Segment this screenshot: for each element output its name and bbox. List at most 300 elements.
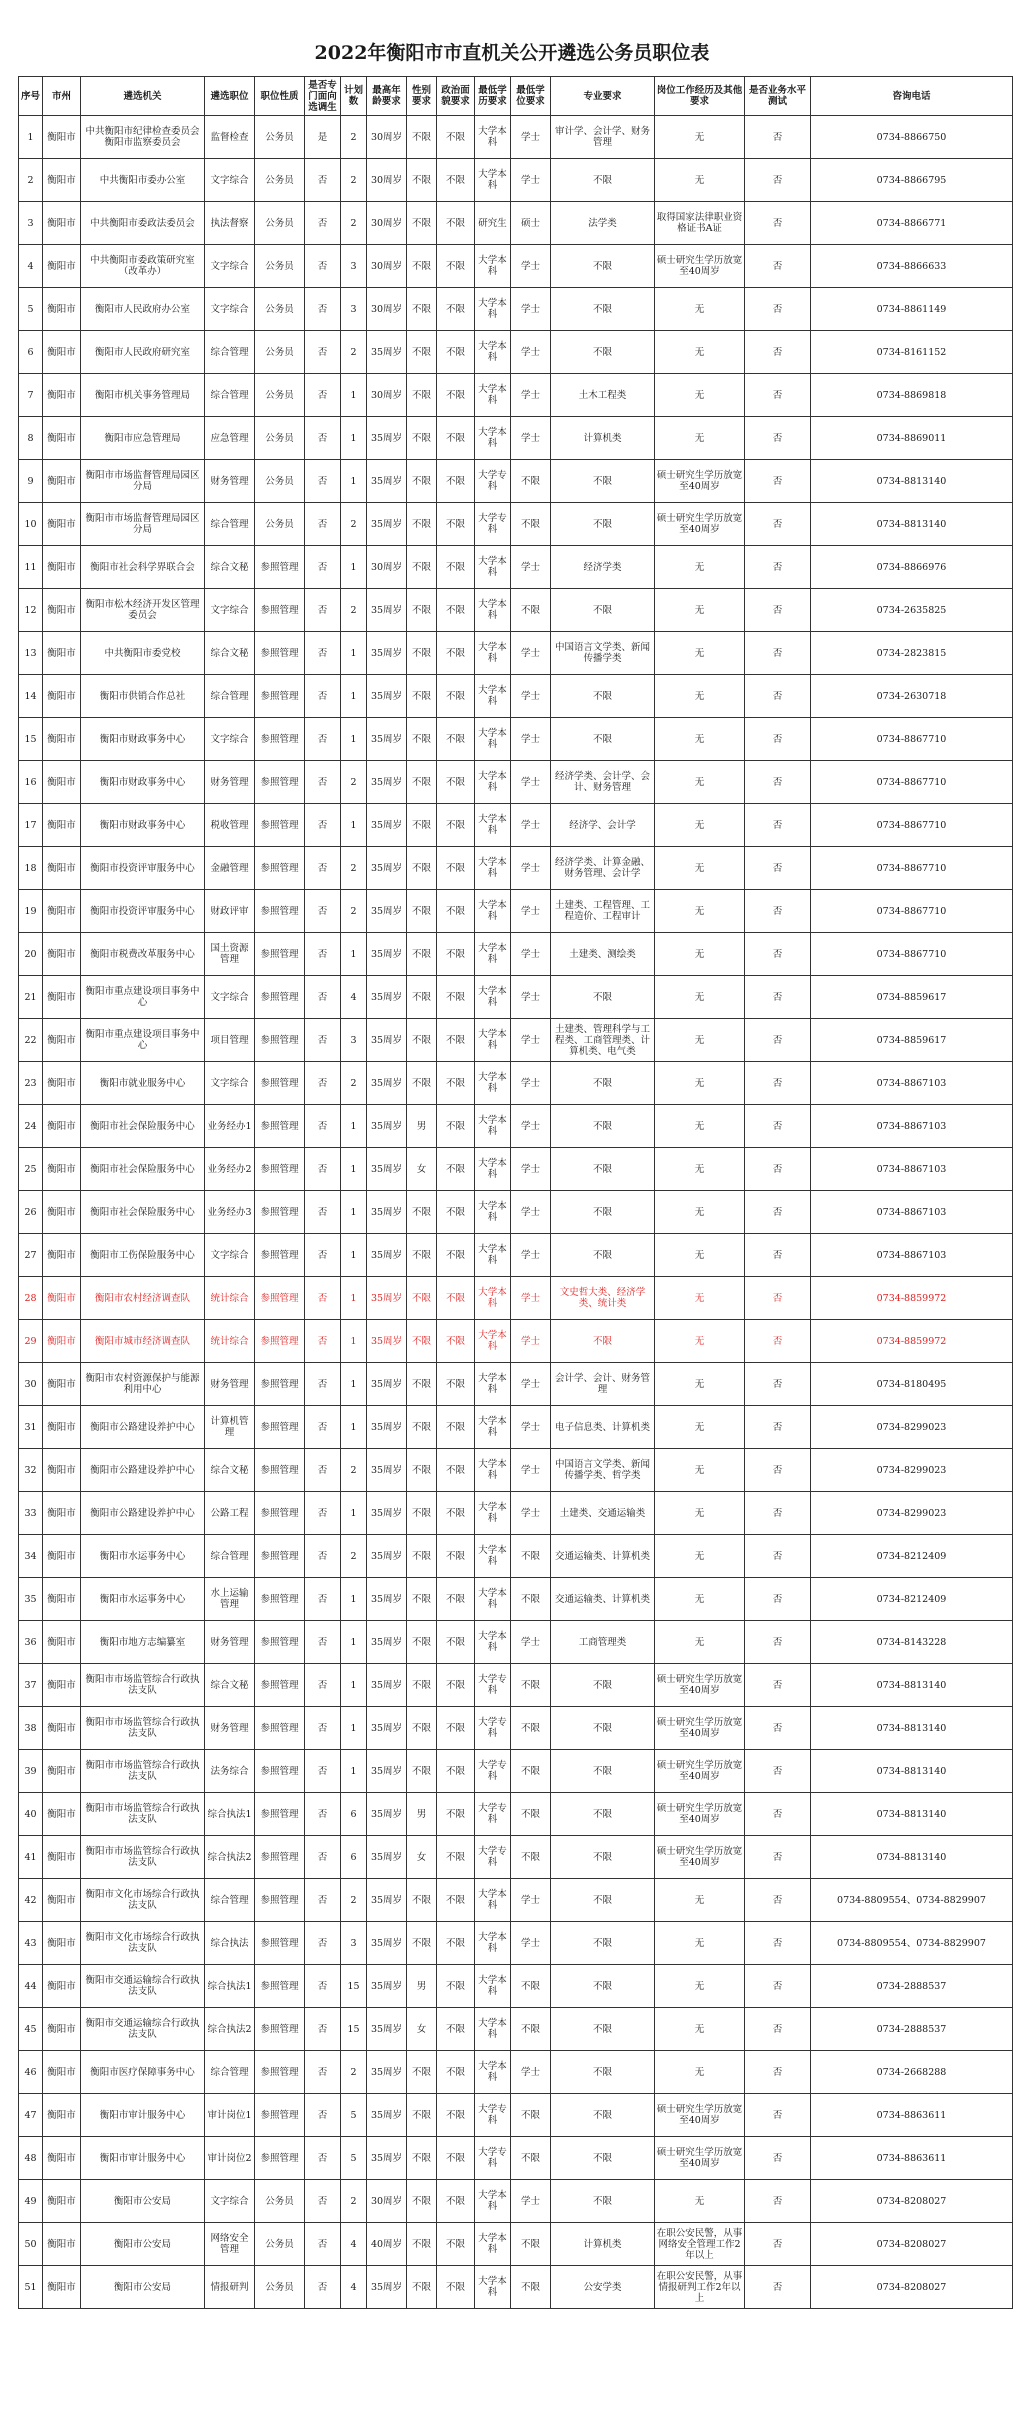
column-header: 最高年龄要求 (367, 77, 407, 116)
table-cell: 无 (655, 1879, 745, 1922)
table-cell: 学士 (511, 804, 551, 847)
table-cell: 无 (655, 976, 745, 1019)
table-cell: 大学专科 (475, 2094, 511, 2137)
table-cell: 衡阳市文化市场综合行政执法支队 (81, 1922, 205, 1965)
table-cell: 大学本科 (475, 890, 511, 933)
table-cell: 不限 (437, 761, 475, 804)
table-cell: 42 (19, 1879, 43, 1922)
table-cell: 综合文秘 (205, 632, 255, 675)
table-cell: 无 (655, 632, 745, 675)
table-cell: 不限 (437, 159, 475, 202)
table-cell: 不限 (551, 1148, 655, 1191)
table-cell: 衡阳市重点建设项目事务中心 (81, 976, 205, 1019)
table-cell: 不限 (551, 503, 655, 546)
table-cell: 无 (655, 1621, 745, 1664)
table-cell: 2 (341, 1879, 367, 1922)
table-cell: 综合执法1 (205, 1965, 255, 2008)
table-row (19, 460, 1013, 503)
table-cell: 30周岁 (367, 2180, 407, 2223)
table-cell: 无 (655, 1105, 745, 1148)
table-cell: 否 (745, 460, 811, 503)
table-cell: 6 (341, 1793, 367, 1836)
table-cell: 35周岁 (367, 847, 407, 890)
table-cell: 1 (341, 632, 367, 675)
page-title: 2022年衡阳市市直机关公开遴选公务员职位表 (314, 42, 710, 64)
table-cell: 硕士研究生学历放宽至40周岁 (655, 1664, 745, 1707)
table-cell: 公务员 (255, 245, 305, 288)
table-cell: 综合管理 (205, 374, 255, 417)
table-cell: 否 (305, 503, 341, 546)
table-cell: 衡阳市 (43, 1750, 81, 1793)
table-cell: 35周岁 (367, 2008, 407, 2051)
table-cell: 30周岁 (367, 159, 407, 202)
table-cell: 35周岁 (367, 1535, 407, 1578)
table-cell: 0734-2630718 (811, 675, 1013, 718)
table-cell: 4 (341, 2223, 367, 2266)
table-cell: 15 (341, 2008, 367, 2051)
table-cell: 男 (407, 1793, 437, 1836)
table-cell: 中共衡阳市委办公室 (81, 159, 205, 202)
table-cell: 35周岁 (367, 890, 407, 933)
table-row (19, 2223, 1013, 2266)
table-cell: 35周岁 (367, 1019, 407, 1062)
table-cell: 衡阳市 (43, 1320, 81, 1363)
table-cell: 学士 (511, 116, 551, 159)
table-cell: 40周岁 (367, 2223, 407, 2266)
table-cell: 综合执法2 (205, 2008, 255, 2051)
table-row (19, 417, 1013, 460)
table-cell: 1 (341, 1750, 367, 1793)
table-cell: 大学本科 (475, 288, 511, 331)
table-cell: 不限 (407, 1750, 437, 1793)
table-cell: 否 (305, 1664, 341, 1707)
table-row (19, 159, 1013, 202)
table-row (19, 1363, 1013, 1406)
table-cell: 0734-8867103 (811, 1148, 1013, 1191)
table-cell: 衡阳市社会保险服务中心 (81, 1191, 205, 1234)
table-cell: 否 (745, 1879, 811, 1922)
table-cell: 不限 (407, 1879, 437, 1922)
table-cell: 27 (19, 1234, 43, 1277)
table-cell: 工商管理类 (551, 1621, 655, 1664)
table-cell: 大学本科 (475, 2180, 511, 2223)
table-cell: 参照管理 (255, 1062, 305, 1105)
table-cell: 0734-8161152 (811, 331, 1013, 374)
table-cell: 1 (341, 1664, 367, 1707)
table-cell: 衡阳市 (43, 589, 81, 632)
table-cell: 交通运输类、计算机类 (551, 1535, 655, 1578)
table-cell: 参照管理 (255, 1449, 305, 1492)
table-cell: 学士 (511, 632, 551, 675)
table-cell: 不限 (551, 2180, 655, 2223)
table-cell: 3 (341, 288, 367, 331)
table-cell: 不限 (407, 2266, 437, 2309)
table-cell: 审计岗位2 (205, 2137, 255, 2180)
table-row (19, 1191, 1013, 1234)
table-cell: 衡阳市 (43, 2051, 81, 2094)
table-cell: 衡阳市 (43, 546, 81, 589)
column-header: 岗位工作经历及其他要求 (655, 77, 745, 116)
table-cell: 0734-8299023 (811, 1492, 1013, 1535)
column-header: 市州 (43, 77, 81, 116)
table-cell: 35周岁 (367, 1105, 407, 1148)
table-cell: 学士 (511, 718, 551, 761)
table-cell: 学士 (511, 1879, 551, 1922)
table-cell: 0734-8867710 (811, 890, 1013, 933)
table-cell: 学士 (511, 159, 551, 202)
table-cell: 35周岁 (367, 718, 407, 761)
table-cell: 0734-8813140 (811, 460, 1013, 503)
table-cell: 1 (341, 1707, 367, 1750)
table-cell: 参照管理 (255, 589, 305, 632)
table-cell: 衡阳市 (43, 1406, 81, 1449)
table-cell: 文史哲大类、经济学类、统计类 (551, 1277, 655, 1320)
table-cell: 不限 (437, 933, 475, 976)
table-cell: 35周岁 (367, 589, 407, 632)
table-cell: 否 (305, 976, 341, 1019)
table-cell: 无 (655, 331, 745, 374)
table-cell: 衡阳市 (43, 2137, 81, 2180)
table-cell: 无 (655, 1449, 745, 1492)
table-cell: 不限 (407, 1449, 437, 1492)
table-cell: 0734-8208027 (811, 2180, 1013, 2223)
table-cell: 否 (745, 1578, 811, 1621)
table-cell: 否 (305, 1320, 341, 1363)
table-cell: 不限 (511, 460, 551, 503)
table-cell: 否 (305, 1965, 341, 2008)
table-cell: 无 (655, 890, 745, 933)
table-cell: 参照管理 (255, 1707, 305, 1750)
table-cell: 不限 (407, 1664, 437, 1707)
table-cell: 无 (655, 2180, 745, 2223)
table-cell: 1 (341, 1320, 367, 1363)
table-cell: 35周岁 (367, 1707, 407, 1750)
table-cell: 否 (745, 2180, 811, 2223)
table-cell: 0734-8866750 (811, 116, 1013, 159)
table-cell: 不限 (437, 503, 475, 546)
table-cell: 35周岁 (367, 1191, 407, 1234)
table-cell: 0734-8861149 (811, 288, 1013, 331)
table-cell: 不限 (407, 1621, 437, 1664)
table-cell: 否 (305, 288, 341, 331)
table-cell: 不限 (437, 1449, 475, 1492)
table-cell: 不限 (511, 1750, 551, 1793)
table-cell: 衡阳市社会科学界联合会 (81, 546, 205, 589)
table-cell: 无 (655, 1019, 745, 1062)
positions-table (18, 76, 1013, 2309)
table-cell: 1 (341, 1191, 367, 1234)
table-cell: 参照管理 (255, 1793, 305, 1836)
table-cell: 37 (19, 1664, 43, 1707)
table-cell: 4 (341, 2266, 367, 2309)
table-cell: 35周岁 (367, 1879, 407, 1922)
table-cell: 衡阳市市场监督管理局园区分局 (81, 460, 205, 503)
table-cell: 学士 (511, 675, 551, 718)
table-cell: 否 (305, 1492, 341, 1535)
table-cell: 否 (745, 1320, 811, 1363)
table-row (19, 1750, 1013, 1793)
table-cell: 不限 (407, 202, 437, 245)
table-cell: 衡阳市 (43, 1062, 81, 1105)
table-cell: 参照管理 (255, 847, 305, 890)
table-cell: 0734-2668288 (811, 2051, 1013, 2094)
table-row (19, 1965, 1013, 2008)
table-cell: 参照管理 (255, 1750, 305, 1793)
table-cell: 公安学类 (551, 2266, 655, 2309)
table-cell: 35周岁 (367, 331, 407, 374)
table-cell: 大学专科 (475, 1750, 511, 1793)
table-cell: 否 (305, 2051, 341, 2094)
table-cell: 不限 (437, 2137, 475, 2180)
table-cell: 不限 (437, 632, 475, 675)
table-row (19, 1234, 1013, 1277)
table-cell: 衡阳市 (43, 1148, 81, 1191)
table-row (19, 1406, 1013, 1449)
table-cell: 不限 (511, 2094, 551, 2137)
table-cell: 3 (341, 245, 367, 288)
table-cell: 不限 (437, 1019, 475, 1062)
table-cell: 1 (341, 1105, 367, 1148)
table-cell: 不限 (551, 589, 655, 632)
table-cell: 0734-8859972 (811, 1277, 1013, 1320)
table-cell: 否 (745, 1621, 811, 1664)
table-cell: 无 (655, 417, 745, 460)
table-cell: 不限 (407, 1320, 437, 1363)
table-row (19, 2094, 1013, 2137)
table-cell: 不限 (407, 1234, 437, 1277)
table-cell: 综合管理 (205, 1535, 255, 1578)
table-cell: 否 (305, 761, 341, 804)
table-cell: 21 (19, 976, 43, 1019)
table-cell: 否 (745, 159, 811, 202)
table-cell: 不限 (511, 1664, 551, 1707)
table-cell: 参照管理 (255, 1492, 305, 1535)
table-cell: 不限 (437, 1621, 475, 1664)
table-cell: 无 (655, 1922, 745, 1965)
table-cell: 否 (305, 1105, 341, 1148)
table-row (19, 1277, 1013, 1320)
table-cell: 衡阳市 (43, 1449, 81, 1492)
table-row (19, 1922, 1013, 1965)
table-cell: 国土资源管理 (205, 933, 255, 976)
table-cell: 29 (19, 1320, 43, 1363)
table-cell: 衡阳市 (43, 2094, 81, 2137)
table-cell: 土建类、交通运输类 (551, 1492, 655, 1535)
table-cell: 税收管理 (205, 804, 255, 847)
table-cell: 学士 (511, 1492, 551, 1535)
table-cell: 否 (305, 1879, 341, 1922)
table-cell: 34 (19, 1535, 43, 1578)
table-cell: 综合执法2 (205, 1836, 255, 1879)
table-cell: 35周岁 (367, 1363, 407, 1406)
table-cell: 大学本科 (475, 804, 511, 847)
table-cell: 1 (341, 417, 367, 460)
table-cell: 硕士研究生学历放宽至40周岁 (655, 245, 745, 288)
table-cell: 11 (19, 546, 43, 589)
table-row (19, 933, 1013, 976)
table-cell: 综合管理 (205, 2051, 255, 2094)
table-cell: 不限 (437, 675, 475, 718)
table-cell: 否 (305, 546, 341, 589)
table-cell: 学士 (511, 976, 551, 1019)
table-cell: 衡阳市工伤保险服务中心 (81, 1234, 205, 1277)
table-cell: 无 (655, 718, 745, 761)
table-cell: 30周岁 (367, 288, 407, 331)
table-cell: 0734-8867710 (811, 718, 1013, 761)
table-cell: 衡阳市 (43, 1105, 81, 1148)
table-cell: 学士 (511, 1621, 551, 1664)
table-cell: 32 (19, 1449, 43, 1492)
table-cell: 0734-8212409 (811, 1535, 1013, 1578)
table-cell: 1 (341, 1363, 367, 1406)
table-cell: 否 (305, 1707, 341, 1750)
table-cell: 不限 (511, 1578, 551, 1621)
table-cell: 参照管理 (255, 1320, 305, 1363)
table-cell: 无 (655, 288, 745, 331)
table-cell: 公务员 (255, 460, 305, 503)
table-cell: 35周岁 (367, 503, 407, 546)
table-cell: 审计岗位1 (205, 2094, 255, 2137)
table-cell: 参照管理 (255, 632, 305, 675)
table-cell: 衡阳市 (43, 460, 81, 503)
table-cell: 0734-8299023 (811, 1449, 1013, 1492)
column-header: 最低学位要求 (511, 77, 551, 116)
table-cell: 否 (305, 417, 341, 460)
table-cell: 大学本科 (475, 933, 511, 976)
table-cell: 计算机管理 (205, 1406, 255, 1449)
table-cell: 0734-8863611 (811, 2094, 1013, 2137)
table-cell: 财政评审 (205, 890, 255, 933)
table-cell: 15 (19, 718, 43, 761)
table-cell: 否 (745, 1965, 811, 2008)
table-cell: 在职公安民警，从事情报研判工作2年以上 (655, 2266, 745, 2309)
table-cell: 衡阳市 (43, 718, 81, 761)
table-cell: 衡阳市 (43, 116, 81, 159)
table-cell: 大学本科 (475, 1449, 511, 1492)
table-cell: 不限 (437, 1922, 475, 1965)
table-row (19, 1621, 1013, 1664)
table-cell: 否 (305, 1922, 341, 1965)
table-cell: 衡阳市供销合作总社 (81, 675, 205, 718)
table-cell: 不限 (551, 718, 655, 761)
table-cell: 不限 (407, 159, 437, 202)
table-cell: 不限 (551, 245, 655, 288)
table-row (19, 1578, 1013, 1621)
table-row (19, 1535, 1013, 1578)
table-cell: 不限 (437, 718, 475, 761)
table-cell: 经济学类、计算金融、财务管理、会计学 (551, 847, 655, 890)
table-cell: 不限 (407, 1578, 437, 1621)
table-cell: 不限 (437, 1105, 475, 1148)
table-cell: 0734-8867710 (811, 804, 1013, 847)
table-cell: 2 (341, 331, 367, 374)
table-cell: 否 (745, 245, 811, 288)
table-cell: 否 (745, 202, 811, 245)
table-cell: 中国语言文学类、新闻传播学类、哲学类 (551, 1449, 655, 1492)
table-cell: 不限 (407, 976, 437, 1019)
table-cell: 公务员 (255, 417, 305, 460)
table-cell: 财务管理 (205, 1363, 255, 1406)
table-cell: 否 (305, 1406, 341, 1449)
table-cell: 30周岁 (367, 374, 407, 417)
table-cell: 衡阳市市场监管综合行政执法支队 (81, 1836, 205, 1879)
table-cell: 2 (341, 159, 367, 202)
table-cell: 不限 (437, 460, 475, 503)
table-cell: 否 (305, 933, 341, 976)
table-cell: 男 (407, 1105, 437, 1148)
table-cell: 参照管理 (255, 1922, 305, 1965)
table-cell: 不限 (437, 1535, 475, 1578)
table-cell: 学士 (511, 245, 551, 288)
table-cell: 否 (305, 159, 341, 202)
table-row (19, 2180, 1013, 2223)
table-cell: 大学本科 (475, 331, 511, 374)
table-cell: 业务经办2 (205, 1148, 255, 1191)
table-cell: 衡阳市 (43, 331, 81, 374)
table-cell: 不限 (551, 2051, 655, 2094)
table-cell: 0734-8813140 (811, 1750, 1013, 1793)
table-cell: 参照管理 (255, 890, 305, 933)
table-cell: 3 (341, 1922, 367, 1965)
table-cell: 大学本科 (475, 245, 511, 288)
table-cell: 不限 (511, 503, 551, 546)
table-cell: 衡阳市 (43, 1922, 81, 1965)
table-cell: 35周岁 (367, 460, 407, 503)
table-cell: 学士 (511, 374, 551, 417)
table-cell: 否 (745, 1363, 811, 1406)
table-cell: 不限 (437, 2008, 475, 2051)
table-cell: 否 (305, 1578, 341, 1621)
table-cell: 不限 (511, 1707, 551, 1750)
table-cell: 电子信息类、计算机类 (551, 1406, 655, 1449)
table-cell: 公务员 (255, 374, 305, 417)
table-cell: 否 (305, 1535, 341, 1578)
column-header: 是否专门面向选调生 (305, 77, 341, 116)
table-cell: 参照管理 (255, 804, 305, 847)
table-cell: 不限 (437, 2180, 475, 2223)
table-cell: 否 (305, 804, 341, 847)
table-cell: 35周岁 (367, 1406, 407, 1449)
table-cell: 文字综合 (205, 718, 255, 761)
table-cell: 衡阳市 (43, 933, 81, 976)
table-cell: 无 (655, 1406, 745, 1449)
table-cell: 财务管理 (205, 1707, 255, 1750)
table-cell: 无 (655, 804, 745, 847)
table-cell: 大学本科 (475, 546, 511, 589)
table-cell: 无 (655, 1492, 745, 1535)
table-cell: 不限 (551, 1234, 655, 1277)
table-row (19, 202, 1013, 245)
table-cell: 否 (305, 1148, 341, 1191)
table-cell: 47 (19, 2094, 43, 2137)
table-cell: 48 (19, 2137, 43, 2180)
table-cell: 不限 (407, 2137, 437, 2180)
table-cell: 衡阳市 (43, 1965, 81, 2008)
table-cell: 参照管理 (255, 2051, 305, 2094)
table-cell: 43 (19, 1922, 43, 1965)
table-cell: 不限 (437, 1277, 475, 1320)
table-cell: 大学本科 (475, 2223, 511, 2266)
table-cell: 参照管理 (255, 1148, 305, 1191)
table-cell: 2 (341, 890, 367, 933)
table-cell: 大学专科 (475, 1793, 511, 1836)
table-row (19, 1062, 1013, 1105)
table-cell: 0734-8143228 (811, 1621, 1013, 1664)
table-cell: 不限 (407, 546, 437, 589)
table-row (19, 331, 1013, 374)
table-cell: 不限 (551, 1191, 655, 1234)
table-cell: 不限 (407, 417, 437, 460)
